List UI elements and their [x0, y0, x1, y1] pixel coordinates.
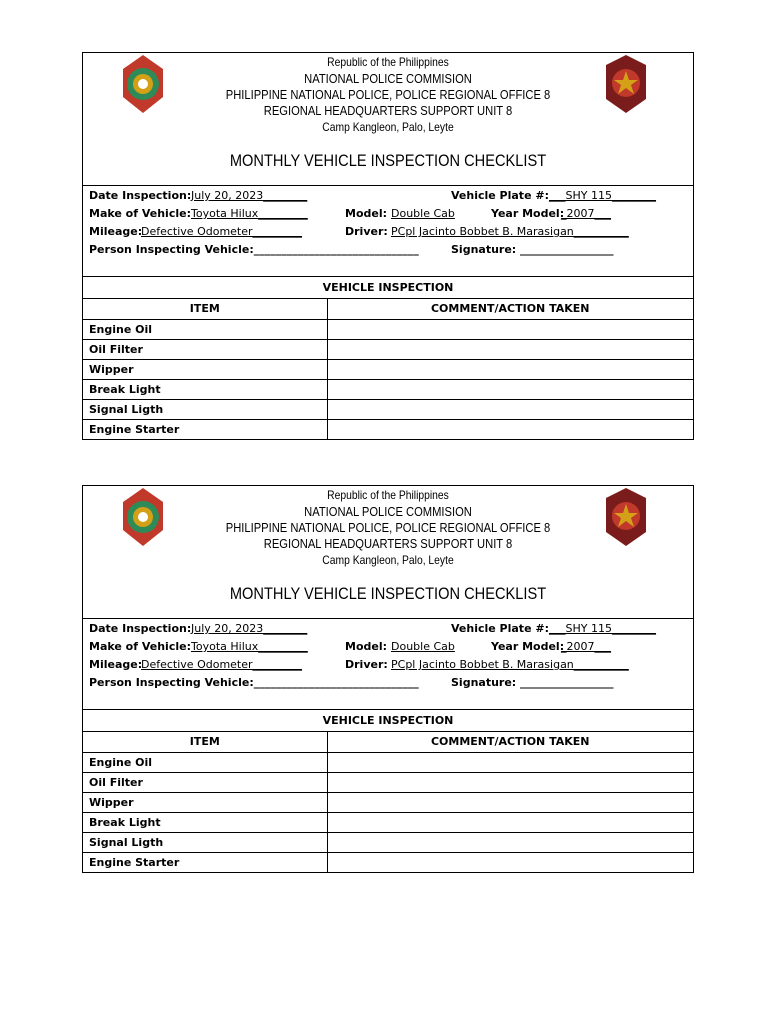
person-inspecting-field[interactable]: Person Inspecting Vehicle:______________________________ [89, 243, 419, 256]
year-value[interactable]: _2007___ [561, 640, 611, 653]
plate-label: Vehicle Plate #: [451, 189, 549, 202]
date-label: Date Inspection: [89, 189, 192, 202]
col-item-header: ITEM [83, 732, 327, 752]
table-row [83, 752, 693, 772]
col-comment-header: COMMENT/ACTION TAKEN [430, 302, 590, 316]
make-label: Make of Vehicle: [89, 207, 191, 220]
comment-cell[interactable] [327, 772, 693, 792]
comment-cell[interactable] [327, 399, 693, 419]
mileage-value[interactable]: Defective Odometer_________ [141, 658, 303, 671]
mileage-label: Mileage: [89, 225, 143, 238]
item-cell: Wipper [83, 792, 327, 812]
mileage-value[interactable]: Defective Odometer_________ [141, 225, 303, 238]
model-label: Model: [345, 207, 388, 220]
header-pnp: PHILIPPINE NATIONAL POLICE, POLICE REGIONAL OFFICE 8 [225, 87, 551, 102]
header-location: Camp Kangleon, Palo, Leyte [322, 553, 454, 567]
inspection-table [83, 299, 693, 439]
comment-cell[interactable] [327, 379, 693, 399]
signature-field[interactable]: Signature: _________________ [451, 243, 614, 256]
table-row [83, 339, 693, 359]
mileage-label: Mileage: [89, 658, 143, 671]
item-cell: Signal Ligth [83, 832, 327, 852]
form-title: MONTHLY VEHICLE INSPECTION CHECKLIST [229, 584, 547, 603]
make-value[interactable]: Toyota Hilux_________ [191, 207, 308, 220]
form-header [83, 486, 693, 619]
form-header [83, 53, 693, 186]
model-value[interactable]: Double Cab [391, 207, 455, 220]
col-item-header: ITEM [83, 299, 327, 319]
header-unit: REGIONAL HEADQUARTERS SUPPORT UNIT 8 [263, 536, 513, 551]
item-cell: Signal Ligth [83, 399, 327, 419]
comment-cell[interactable] [327, 832, 693, 852]
table-row [83, 852, 693, 872]
table-row [83, 419, 693, 439]
vehicle-info [83, 619, 693, 710]
header-unit: REGIONAL HEADQUARTERS SUPPORT UNIT 8 [263, 103, 513, 118]
inspection-table [83, 732, 693, 872]
year-label: Year Model: [491, 640, 565, 653]
item-cell: Break Light [83, 812, 327, 832]
table-row [83, 359, 693, 379]
table-row [83, 379, 693, 399]
header-republic: Republic of the Philippines [327, 55, 449, 69]
plate-value[interactable]: ___SHY 115________ [549, 189, 656, 202]
table-row [83, 772, 693, 792]
signature-field[interactable]: Signature: _________________ [451, 676, 614, 689]
year-label: Year Model: [491, 207, 565, 220]
driver-value[interactable]: PCpl Jacinto Bobbet B. Marasigan__________ [391, 658, 629, 671]
person-inspecting-field[interactable]: Person Inspecting Vehicle:______________________________ [89, 676, 419, 689]
model-label: Model: [345, 640, 388, 653]
comment-cell[interactable] [327, 339, 693, 359]
model-value[interactable]: Double Cab [391, 640, 455, 653]
table-row [83, 812, 693, 832]
header-republic: Republic of the Philippines [327, 488, 449, 502]
table-row [83, 792, 693, 812]
table-row [83, 832, 693, 852]
item-cell: Engine Oil [83, 319, 327, 339]
comment-cell[interactable] [327, 419, 693, 439]
section-title: VEHICLE INSPECTION [83, 277, 693, 299]
section-title: VEHICLE INSPECTION [83, 710, 693, 732]
item-cell: Break Light [83, 379, 327, 399]
date-value[interactable]: July 20, 2023________ [191, 189, 308, 202]
header-commission: NATIONAL POLICE COMMISION [304, 71, 472, 86]
comment-cell[interactable] [327, 812, 693, 832]
plate-value[interactable]: ___SHY 115________ [549, 622, 656, 635]
table-row [83, 399, 693, 419]
header-commission: NATIONAL POLICE COMMISION [304, 504, 472, 519]
comment-cell[interactable] [327, 319, 693, 339]
driver-value[interactable]: PCpl Jacinto Bobbet B. Marasigan__________ [391, 225, 629, 238]
inspection-form [82, 52, 694, 440]
driver-label: Driver: [345, 658, 388, 671]
item-cell: Wipper [83, 359, 327, 379]
plate-label: Vehicle Plate #: [451, 622, 549, 635]
item-cell: Oil Filter [83, 772, 327, 792]
header-location: Camp Kangleon, Palo, Leyte [322, 120, 454, 134]
inspection-form [82, 485, 694, 873]
year-value[interactable]: _2007___ [561, 207, 611, 220]
driver-label: Driver: [345, 225, 388, 238]
comment-cell[interactable] [327, 359, 693, 379]
comment-cell[interactable] [327, 792, 693, 812]
table-header-row [83, 299, 693, 319]
comment-cell[interactable] [327, 852, 693, 872]
table-row [83, 319, 693, 339]
date-value[interactable]: July 20, 2023________ [191, 622, 308, 635]
make-label: Make of Vehicle: [89, 640, 191, 653]
item-cell: Oil Filter [83, 339, 327, 359]
form-title: MONTHLY VEHICLE INSPECTION CHECKLIST [229, 151, 547, 170]
col-comment-header: COMMENT/ACTION TAKEN [430, 735, 590, 749]
item-cell: Engine Oil [83, 752, 327, 772]
date-label: Date Inspection: [89, 622, 192, 635]
make-value[interactable]: Toyota Hilux_________ [191, 640, 308, 653]
header-pnp: PHILIPPINE NATIONAL POLICE, POLICE REGIONAL OFFICE 8 [225, 520, 551, 535]
item-cell: Engine Starter [83, 419, 327, 439]
vehicle-info [83, 186, 693, 277]
table-header-row [83, 732, 693, 752]
item-cell: Engine Starter [83, 852, 327, 872]
comment-cell[interactable] [327, 752, 693, 772]
